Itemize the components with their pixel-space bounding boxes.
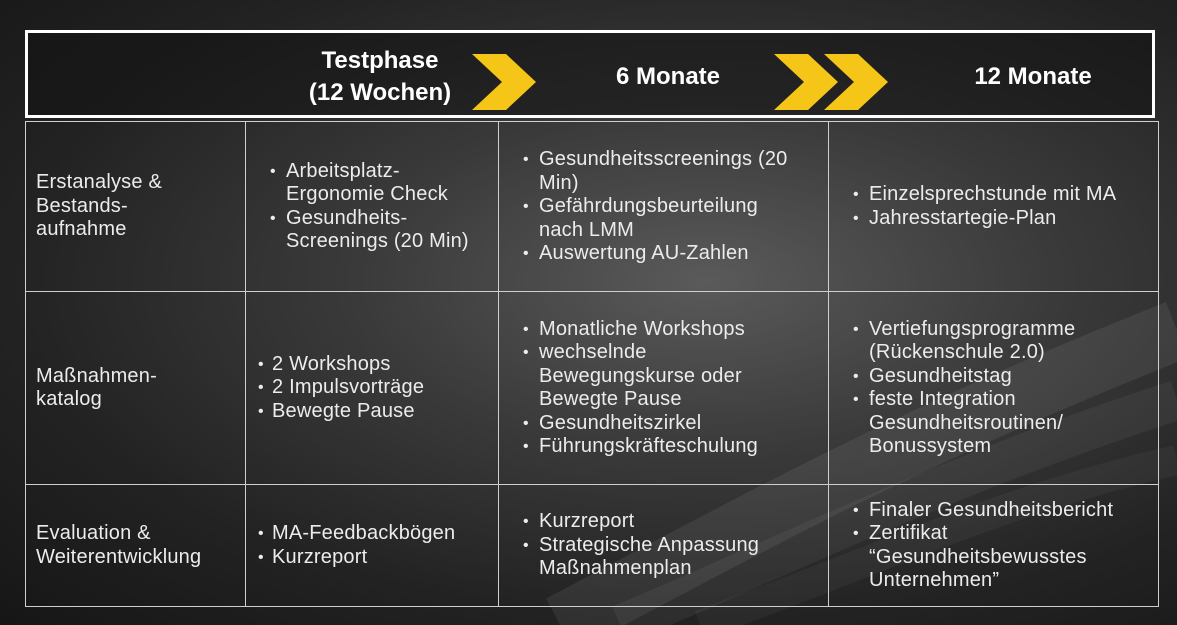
- bullet-list: [845, 499, 1148, 593]
- double-chevron-right-icon: [770, 54, 895, 110]
- cell-six-months: [499, 122, 829, 292]
- list-item: • Gesundheits- Screenings (20 Min): [262, 207, 488, 254]
- phase-table: [25, 121, 1159, 607]
- list-item: • Jahresstartegie-Plan: [845, 207, 1148, 231]
- list-item: • Zertifikat “Gesundheitsbewusstes Unternehmen”: [845, 522, 1148, 593]
- list-item: • Auswertung AU-Zahlen: [515, 242, 818, 266]
- cell-testphase: [246, 122, 499, 292]
- list-item: • Führungskräfteschulung: [515, 435, 818, 459]
- cell-testphase: [246, 292, 499, 485]
- bullet-list: [515, 510, 818, 581]
- cell-six-months: [499, 292, 829, 485]
- phase-testphase: Testphase (12 Wochen): [308, 47, 452, 106]
- table-row-evaluation: [26, 485, 1159, 607]
- cell-twelve-months: [829, 122, 1159, 292]
- cell-twelve-months: [829, 485, 1159, 607]
- list-item: • Bewegte Pause: [258, 400, 488, 424]
- bullet-list: [258, 522, 488, 569]
- bullet-list: [258, 353, 488, 424]
- list-item: • wechselnde Bewegungskurse oder Bewegte Pause: [515, 341, 818, 412]
- cell-twelve-months: [829, 292, 1159, 485]
- list-item: • Strategische Anpassung Maßnahmenplan: [515, 534, 818, 581]
- row-label: Erstanalyse & Bestands- aufnahme: [26, 122, 246, 292]
- list-item: • Einzelsprechstunde mit MA: [845, 183, 1148, 207]
- list-item: • Gesundheitsscreenings (20 Min): [515, 148, 818, 195]
- list-item: • Finaler Gesundheitsbericht: [845, 499, 1148, 523]
- table-row-erstanalyse: [26, 122, 1159, 292]
- phase-6-monate: 6 Monate: [615, 63, 720, 90]
- table-row-massnahmenkatalog: [26, 292, 1159, 485]
- list-item: • Kurzreport: [258, 546, 488, 570]
- timeline-header: [25, 30, 1155, 118]
- chevron-right-icon: [468, 54, 538, 110]
- list-item: • 2 Workshops: [258, 353, 488, 377]
- row-label: Evaluation & Weiterentwicklung: [26, 485, 246, 607]
- list-item: • Vertiefungsprogramme (Rückenschule 2.0): [845, 318, 1148, 365]
- list-item: • Gesundheitstag: [845, 365, 1148, 389]
- cell-testphase: [246, 485, 499, 607]
- list-item: • Monatliche Workshops: [515, 318, 818, 342]
- phase-12-monate: 12 Monate: [974, 63, 1092, 90]
- list-item: • Kurzreport: [515, 510, 818, 534]
- bullet-list: [845, 318, 1148, 459]
- list-item: • Gesundheitszirkel: [515, 412, 818, 436]
- cell-six-months: [499, 485, 829, 607]
- list-item: • Arbeitsplatz- Ergonomie Check: [262, 160, 488, 207]
- row-label: Maßnahmen- katalog: [26, 292, 246, 485]
- list-item: • Gefährdungsbeurteilung nach LMM: [515, 195, 818, 242]
- list-item: • 2 Impulsvorträge: [258, 376, 488, 400]
- bullet-list: [262, 160, 488, 254]
- bullet-list: [845, 183, 1148, 230]
- bullet-list: [515, 148, 818, 266]
- list-item: • MA-Feedbackbögen: [258, 522, 488, 546]
- bullet-list: [515, 318, 818, 459]
- list-item: • feste Integration Gesundheitsroutinen/ Bonussystem: [845, 388, 1148, 459]
